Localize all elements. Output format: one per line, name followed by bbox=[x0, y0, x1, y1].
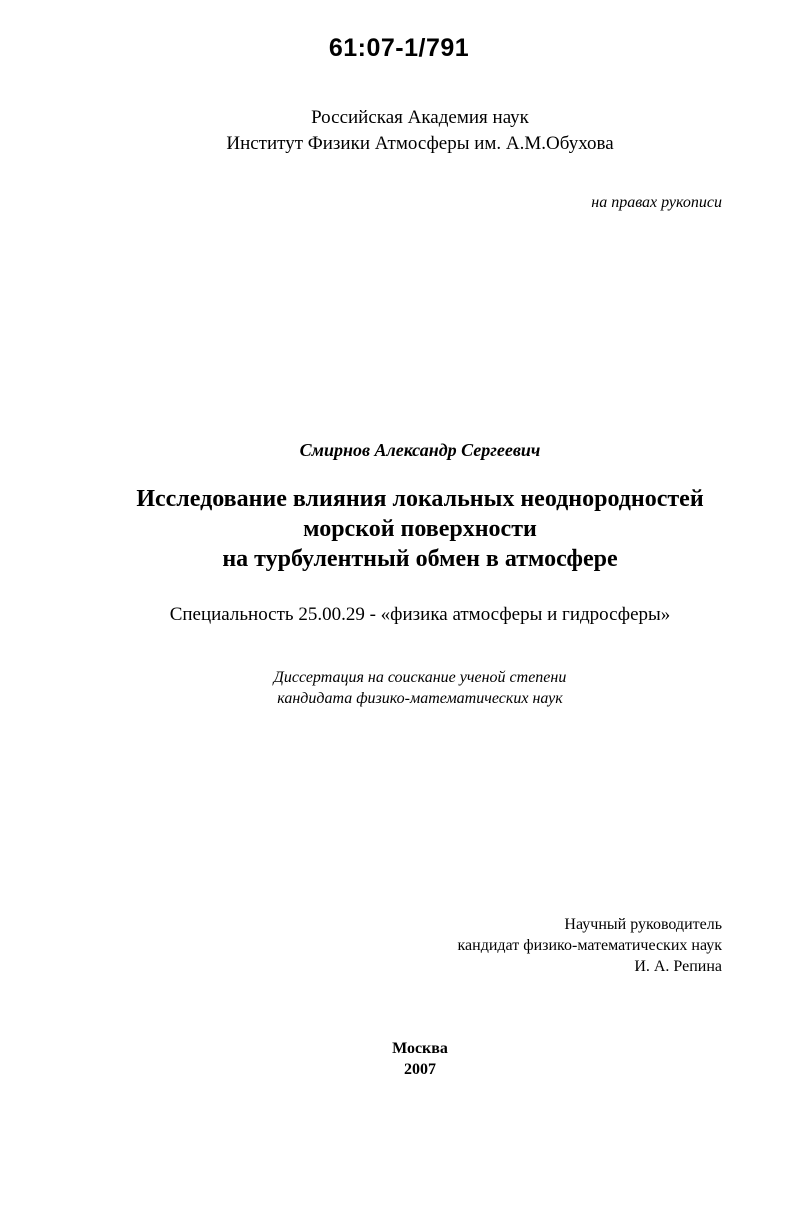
dissertation-title bbox=[0, 484, 798, 574]
specialty: Специальность 25.00.29 - «физика атмосферы и гидросферы» bbox=[169, 604, 671, 625]
title-line-3: на турбулентный обмен в атмосфере bbox=[222, 546, 618, 572]
academy-name: Российская Академия наук bbox=[311, 107, 529, 128]
supervisor-name: И. А. Репина bbox=[634, 958, 722, 975]
degree-line-1: Диссертация на соискание ученой степени bbox=[273, 669, 567, 686]
supervisor-block bbox=[458, 914, 722, 977]
title-line-1: Исследование влияния локальных неоднородностей bbox=[136, 486, 704, 512]
institute-name: Институт Физики Атмосферы им. А.М.Обухова bbox=[226, 133, 614, 154]
supervisor-degree: кандидат физико-математических наук bbox=[457, 937, 722, 954]
supervisor-role: Научный руководитель bbox=[564, 916, 722, 933]
degree-line-2: кандидата физико-математических наук bbox=[277, 690, 563, 707]
manuscript-note: на правах рукописи bbox=[591, 194, 722, 211]
title-line-2: морской поверхности bbox=[303, 516, 537, 542]
catalog-number bbox=[0, 34, 798, 63]
degree-statement bbox=[0, 667, 798, 709]
place-and-year bbox=[0, 1038, 798, 1080]
author-name: Смирнов Александр Сергеевич bbox=[299, 440, 541, 460]
catalog-number-text: 61:07-1/791 bbox=[328, 34, 470, 62]
city: Москва bbox=[392, 1040, 448, 1057]
organization-block bbox=[0, 105, 798, 157]
year: 2007 bbox=[404, 1061, 436, 1078]
